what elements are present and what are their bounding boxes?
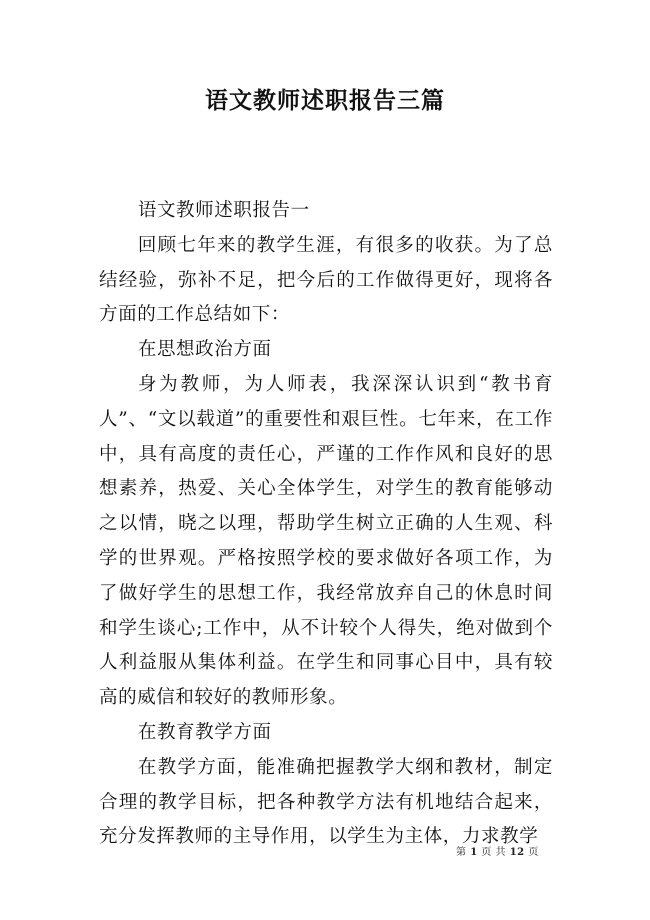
- total-page-count: 12: [509, 847, 525, 858]
- section-heading: 在教育教学方面: [137, 721, 272, 743]
- paragraph: 身为教师，为人师表，我深深认识到“教书育人”、“文以载道”的重要性和艰巨性。七年来，在工作中，具有高度的责任心，严谨的工作作风和良好的思想素养，热爱、关心全体学生，对学生的教育能够动之以情，晓之以理，帮助学生树立正确的人生观、科学的世界观。严格按照学校的要求做好各项工作，为了做好学生的思想工作，我经常放弃自己的休息时间和学生谈心;工作中，从不计较个人得失，绝对做到个人利益服从集体利益。在学生和同事心目中，具有较高的威信和较好的教师形象。: [99, 373, 553, 709]
- document-title: 语文教师述职报告三篇: [205, 88, 445, 114]
- footer-suffix: 页: [528, 847, 539, 858]
- paragraph: 回顾七年来的教学生涯，有很多的收获。为了总结经验，弥补不足，把今后的工作做得更好，现将各方面的工作总结如下：: [99, 234, 553, 326]
- footer-middle: 页 共: [481, 847, 507, 858]
- footer-prefix: 第: [456, 847, 467, 858]
- current-page-number: 1: [470, 847, 478, 858]
- document-body: [99, 194, 553, 855]
- section-heading: 语文教师述职报告一: [137, 200, 310, 221]
- paragraph: 在教学方面，能准确把握教学大纲和教材，制定合理的教学目标，把各种教学方法有机地结合起来，充分发挥教师的主导作用，以学生为主体，力求教学: [99, 756, 553, 848]
- page-footer: [456, 843, 539, 858]
- section-heading: 在思想政治方面: [137, 339, 272, 361]
